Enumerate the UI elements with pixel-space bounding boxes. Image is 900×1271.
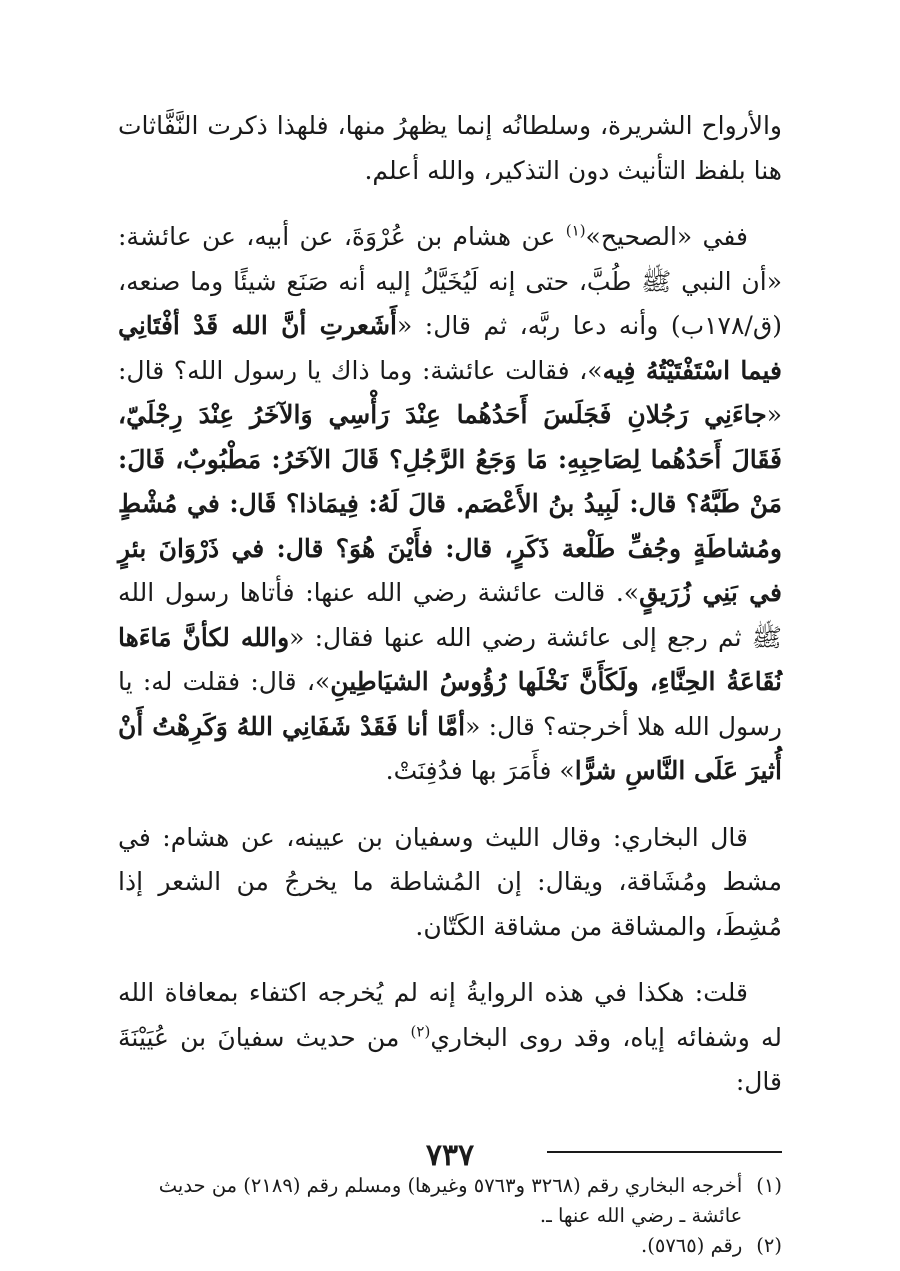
quote-2: جاءَنِي رَجُلانِ فَجَلَسَ أَحَدُهُما عِنْدَ رَأْسِي وَالآخَرُ عِنْدَ رِجْلَيّ، فَقَالَ أَحَدُهُما لِصَاحِبِهِ: مَا وَجَعُ الرَّجُلِ؟ قَالَ الآخَرُ: مَطْبُوبٌ، قَالَ: مَنْ طَبَّهُ؟ قال: لَبِيدُ بنُ الأَعْصَم. قالَ لَهُ: فِيمَاذا؟ قَال: في مُشْطٍ ومُشاطَةٍ وجُفِّ طَلْعة ذَكَرٍ، قال: فأَيْنَ هُوَ؟ قال: في ذَرْوَانَ بئرٍ في بَنِي زُرَيقٍ xyxy=(118,400,782,607)
footnote-text-1: أخرجه البخاري رقم (٣٢٦٨ و٥٧٦٣ وغيرها) ومسلم رقم (٢١٨٩) من حديث عائشة ـ رضي الله عنها ـ. xyxy=(158,1173,743,1227)
paragraph-2-text-5: »، قال: فقلت له: يا رسول الله هلا أخرجته؟ قال: « xyxy=(118,667,782,741)
footnote-number-1: (١) xyxy=(756,1173,782,1197)
footnotes xyxy=(118,1171,782,1261)
paragraph-1: والأرواح الشريرة، وسلطانُه إنما يظهرُ منها، فلهذا ذكرت النَّفَّاثات هنا بلفظ التأنيث دون التذكير، والله أعلم. xyxy=(118,111,782,185)
paragraph-3: قال البخاري: وقال الليث وسفيان بن عيينه، عن هشام: في مشط ومُشَاقة، ويقال: إن المُشاطة ما يخرجُ من الشعر إذا مُشِطَ، والمشاقة من مشاقة الكَتّان. xyxy=(118,822,782,941)
footnote-ref-1[interactable]: (١) xyxy=(565,221,586,240)
quote-1: أَشَعرتِ أنَّ الله قَدْ أفْتَانِي فيما اسْتَفْتَيْتُهُ فِيه xyxy=(118,311,782,385)
paragraph-2-text-4: ». قالت عائشة رضي الله عنها: فأتاها رسول الله ﷺ ثم رجع إلى عائشة رضي الله عنها فقال: « xyxy=(118,578,783,652)
paragraph-2-text-6: » فأَمَرَ بها فدُفِنَتْ. xyxy=(385,756,575,785)
paragraph-2-text-2: عن هشام بن عُرْوَةَ، عن أبيه، عن عائشة: «أن النبي ﷺ طُبَّ، حتى إنه لَيُخَيَّلُ إليه أنه صَنَع شيئًا وما صنعه، (ق/١٧٨ب) وأنه دعا ربَّه، ثم قال: « xyxy=(118,222,782,340)
paragraph-4-text-2: من حديث سفيانَ بن عُيَيْنَةَ قال: xyxy=(118,1022,782,1096)
footnote-ref-2[interactable]: (٢) xyxy=(410,1022,431,1041)
footnote-item-2 xyxy=(118,1231,782,1261)
paragraph-2-text-3: »، فقالت عائشة: وما ذاك يا رسول الله؟ قال: « xyxy=(118,355,782,429)
quote-4: أمَّا أنا فَقَدْ شَفَانِي اللهُ وَكَرِهْتُ أَنْ أُثيرَ عَلَى النَّاسِ شرًّا xyxy=(118,711,782,785)
paragraph-4-text-1: قلت: هكذا في هذه الروايةُ إنه لم يُخرجه اكتفاء بمعافاة الله له وشفائه إياه، وقد روى البخاري xyxy=(118,978,782,1052)
paragraph-2 xyxy=(118,215,782,794)
footnote-item-1 xyxy=(118,1171,782,1231)
paragraph-2-text-1: ففي «الصحيح» xyxy=(585,222,748,251)
footnote-text-2: رقم (٥٧٦٥). xyxy=(641,1233,743,1257)
footnote-number-2: (٢) xyxy=(756,1233,782,1257)
paragraph-4 xyxy=(118,971,782,1105)
quote-3: والله لكأنَّ مَاءَها نُقَاعَةُ الحِنَّاءِ، ولَكَأَنَّ نَخْلَها رُؤُوسُ الشيَاطِينِ xyxy=(118,622,783,696)
page-number: ٧٣٧ xyxy=(425,1138,475,1173)
